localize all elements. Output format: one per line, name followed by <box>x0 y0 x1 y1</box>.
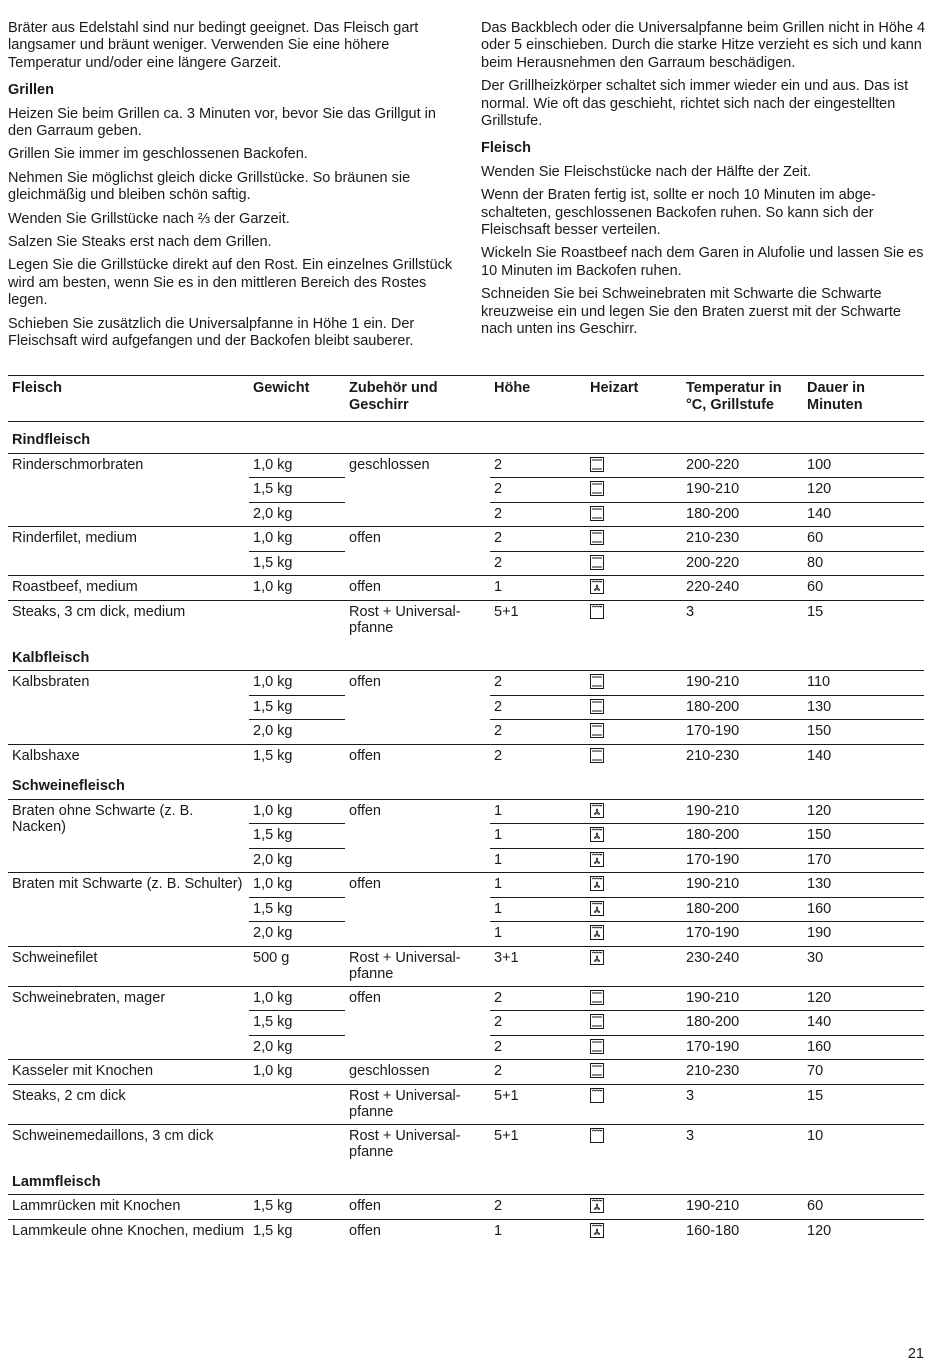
shelf-height-cell: 1 <box>490 576 586 601</box>
top-bottom-heat-icon <box>590 1014 604 1029</box>
top-bottom-heat-icon <box>590 699 604 714</box>
temperature-cell: 190-210 <box>682 799 803 824</box>
shelf-height-cell: 3+1 <box>490 946 586 986</box>
shelf-height-cell: 2 <box>490 1035 586 1060</box>
accessory-cell: offen <box>345 1219 490 1243</box>
temperature-cell: 200-220 <box>682 453 803 478</box>
meat-name-cell: Rinderfilet, medium <box>8 527 249 576</box>
accessory-cell: offen <box>345 576 490 601</box>
shelf-height-cell: 2 <box>490 527 586 552</box>
duration-cell: 110 <box>803 671 924 696</box>
table-row <box>8 1084 924 1124</box>
duration-cell: 140 <box>803 744 924 768</box>
weight-cell: 1,5 kg <box>249 1011 345 1036</box>
weight-cell <box>249 600 345 640</box>
table-row <box>8 453 924 478</box>
accessory-cell: offen <box>345 671 490 745</box>
temperature-cell: 3 <box>682 1084 803 1124</box>
meat-name-cell: Schweinebraten, mager <box>8 986 249 1060</box>
temperature-cell: 3 <box>682 1124 803 1164</box>
temperature-cell: 3 <box>682 600 803 640</box>
heating-mode-cell <box>586 1195 682 1220</box>
accessory-cell: offen <box>345 799 490 873</box>
temperature-cell: 220-240 <box>682 576 803 601</box>
duration-cell: 80 <box>803 551 924 576</box>
duration-cell: 15 <box>803 600 924 640</box>
duration-cell: 60 <box>803 576 924 601</box>
grill-tip: Wenden Sie Grillstücke nach ⅔ der Garzeit. <box>8 210 290 227</box>
meat-cooking-table <box>8 375 924 1243</box>
top-bottom-heat-icon <box>590 748 604 763</box>
temperature-cell: 170-190 <box>682 922 803 947</box>
heating-mode-cell <box>586 848 682 873</box>
meat-name-cell: Steaks, 3 cm dick, medium <box>8 600 249 640</box>
col-header-dauer: Dauer in Minuten <box>803 376 924 422</box>
circulated-air-grill-icon <box>590 579 604 594</box>
heating-mode-cell <box>586 671 682 696</box>
weight-cell: 1,0 kg <box>249 671 345 696</box>
heating-mode-cell <box>586 1084 682 1124</box>
top-bottom-heat-icon <box>590 723 604 738</box>
meat-name-cell: Roastbeef, medium <box>8 576 249 601</box>
weight-cell: 1,5 kg <box>249 824 345 849</box>
shelf-height-cell: 1 <box>490 897 586 922</box>
temperature-cell: 170-190 <box>682 1035 803 1060</box>
duration-cell: 150 <box>803 720 924 745</box>
accessory-cell: Rost + Universalpfanne <box>345 946 490 986</box>
top-bottom-heat-icon <box>590 481 604 496</box>
meat-name-cell: Schweinefilet <box>8 946 249 986</box>
circulated-air-grill-icon <box>590 901 604 916</box>
shelf-height-cell: 2 <box>490 551 586 576</box>
heating-mode-cell <box>586 922 682 947</box>
heating-mode-cell <box>586 986 682 1011</box>
table-section-row <box>8 640 924 671</box>
heating-mode-cell <box>586 478 682 503</box>
heating-mode-cell <box>586 1219 682 1243</box>
accessory-cell: offen <box>345 744 490 768</box>
temperature-cell: 210-230 <box>682 527 803 552</box>
heating-mode-cell <box>586 824 682 849</box>
grill-tip: Nehmen Sie möglichst gleich dicke Grillstücke. So bräunen sie gleichmäßig und bleiben schön saftig. <box>8 169 411 204</box>
temperature-cell: 190-210 <box>682 478 803 503</box>
grill-note: Der Grillheizkörper schaltet sich immer wieder ein und aus. Das ist normal. Wie oft das geschieht, richtet sich nach der eingestellten Grillstufe. <box>481 78 909 130</box>
top-bottom-heat-icon <box>590 530 604 545</box>
section-title: Kalbfleisch <box>12 649 90 666</box>
duration-cell: 130 <box>803 873 924 898</box>
grill-tip: Salzen Sie Steaks erst nach dem Grillen. <box>8 234 272 251</box>
meat-name-cell: Kalbsbraten <box>8 671 249 745</box>
duration-cell: 60 <box>803 1195 924 1220</box>
weight-cell: 1,0 kg <box>249 527 345 552</box>
duration-cell: 120 <box>803 1219 924 1243</box>
shelf-height-cell: 1 <box>490 824 586 849</box>
accessory-cell: offen <box>345 873 490 947</box>
circulated-air-grill-icon <box>590 827 604 842</box>
temperature-cell: 190-210 <box>682 1195 803 1220</box>
duration-cell: 120 <box>803 799 924 824</box>
heating-mode-cell <box>586 744 682 768</box>
shelf-height-cell: 5+1 <box>490 600 586 640</box>
heating-mode-cell <box>586 576 682 601</box>
duration-cell: 140 <box>803 502 924 527</box>
shelf-height-cell: 2 <box>490 453 586 478</box>
page-number: 21 <box>907 1346 924 1362</box>
heating-mode-cell <box>586 527 682 552</box>
left-text-column <box>8 20 454 357</box>
circulated-air-grill-icon <box>590 925 604 940</box>
duration-cell: 70 <box>803 1060 924 1085</box>
heating-mode-cell <box>586 897 682 922</box>
temperature-cell: 160-180 <box>682 1219 803 1243</box>
section-title: Schweinefleisch <box>12 778 125 794</box>
grill-warning: Das Backblech oder die Universalpfanne beim Grillen nicht in Höhe 4 oder 5 einschieben. Durch die starke Hitze verzieht es sich und kann beim Herausnehmen den Garraum beschädigen. <box>481 20 926 71</box>
table-row <box>8 799 924 824</box>
top-bottom-heat-icon <box>590 674 604 689</box>
duration-cell: 150 <box>803 824 924 849</box>
temperature-cell: 200-220 <box>682 551 803 576</box>
temperature-cell: 210-230 <box>682 1060 803 1085</box>
meat-name-cell: Braten mit Schwarte (z. B. Schulter) <box>8 873 249 947</box>
weight-cell <box>249 1084 345 1124</box>
accessory-cell: Rost + Universalpfanne <box>345 600 490 640</box>
temperature-cell: 190-210 <box>682 986 803 1011</box>
meat-name-cell: Braten ohne Schwarte (z. B. Nacken) <box>8 799 249 873</box>
table-header-row <box>8 376 924 422</box>
weight-cell: 2,0 kg <box>249 502 345 527</box>
weight-cell: 2,0 kg <box>249 1035 345 1060</box>
heating-mode-cell <box>586 1124 682 1164</box>
accessory-cell: offen <box>345 1195 490 1220</box>
accessory-cell: Rost + Universalpfanne <box>345 1084 490 1124</box>
meat-tip: Wickeln Sie Roastbeef nach dem Garen in Alufolie und lassen Sie es 10 Minuten im Backofen ruhen. <box>481 245 924 279</box>
col-header-temperatur: Temperatur in °C, Grillstufe <box>682 376 803 422</box>
duration-cell: 170 <box>803 848 924 873</box>
weight-cell: 1,5 kg <box>249 478 345 503</box>
weight-cell: 1,0 kg <box>249 576 345 601</box>
accessory-cell: geschlossen <box>345 453 490 527</box>
meat-tip: Wenden Sie Fleischstücke nach der Hälfte der Zeit. <box>481 163 812 180</box>
top-bottom-heat-icon <box>590 506 604 521</box>
temperature-cell: 190-210 <box>682 671 803 696</box>
meat-name-cell: Lammkeule ohne Knochen, medium <box>8 1219 249 1243</box>
meat-name-cell: Steaks, 2 cm dick <box>8 1084 249 1124</box>
weight-cell: 2,0 kg <box>249 848 345 873</box>
table-row <box>8 576 924 601</box>
table-section-row <box>8 768 924 799</box>
table-row <box>8 1124 924 1164</box>
temperature-cell: 170-190 <box>682 720 803 745</box>
duration-cell: 160 <box>803 897 924 922</box>
section-title: Rindfleisch <box>12 432 91 448</box>
weight-cell: 2,0 kg <box>249 720 345 745</box>
shelf-height-cell: 2 <box>490 1060 586 1085</box>
heating-mode-cell <box>586 873 682 898</box>
temperature-cell: 180-200 <box>682 502 803 527</box>
shelf-height-cell: 1 <box>490 922 586 947</box>
shelf-height-cell: 2 <box>490 986 586 1011</box>
duration-cell: 15 <box>803 1084 924 1124</box>
shelf-height-cell: 1 <box>490 873 586 898</box>
heating-mode-cell <box>586 1011 682 1036</box>
duration-cell: 30 <box>803 946 924 986</box>
grill-tip: Schieben Sie zusätzlich die Universalpfanne in Höhe 1 ein. Der Fleischsaft wird aufgefangen und der Backofen bleibt sauberer. <box>8 315 415 350</box>
section-title: Lammfleisch <box>12 1173 101 1190</box>
heating-mode-cell <box>586 600 682 640</box>
weight-cell <box>249 1124 345 1164</box>
meat-name-cell: Schweinemedaillons, 3 cm dick <box>8 1124 249 1164</box>
weight-cell: 1,0 kg <box>249 986 345 1011</box>
table-row <box>8 671 924 696</box>
top-bottom-heat-icon <box>590 555 604 570</box>
grill-icon <box>590 604 604 619</box>
shelf-height-cell: 2 <box>490 1195 586 1220</box>
heating-mode-cell <box>586 799 682 824</box>
shelf-height-cell: 2 <box>490 671 586 696</box>
accessory-cell: geschlossen <box>345 1060 490 1085</box>
weight-cell: 1,5 kg <box>249 744 345 768</box>
shelf-height-cell: 2 <box>490 695 586 720</box>
weight-cell: 1,5 kg <box>249 897 345 922</box>
intro-paragraph: Bräter aus Edelstahl sind nur bedingt geeignet. Das Fleisch gart langsamer und bräunt weniger. Verwenden Sie eine höhere Temperatur und/oder eine längere Garzeit. <box>8 20 419 71</box>
grill-tip: Legen Sie die Grillstücke direkt auf den Rost. Ein einzelnes Grillstück wird am besten, wenn Sie es in den mittleren Bereich des Rostes legen. <box>8 257 453 309</box>
meat-name-cell: Lammrücken mit Knochen <box>8 1195 249 1220</box>
top-bottom-heat-icon <box>590 1063 604 1078</box>
col-header-fleisch: Fleisch <box>8 376 249 422</box>
table-row <box>8 873 924 898</box>
weight-cell: 1,5 kg <box>249 695 345 720</box>
heating-mode-cell <box>586 551 682 576</box>
shelf-height-cell: 2 <box>490 502 586 527</box>
table-row <box>8 600 924 640</box>
shelf-height-cell: 2 <box>490 1011 586 1036</box>
heating-mode-cell <box>586 946 682 986</box>
table-section-row <box>8 422 924 454</box>
table-body <box>8 422 924 1244</box>
shelf-height-cell: 2 <box>490 478 586 503</box>
shelf-height-cell: 5+1 <box>490 1124 586 1164</box>
shelf-height-cell: 5+1 <box>490 1084 586 1124</box>
heating-mode-cell <box>586 720 682 745</box>
heating-mode-cell <box>586 502 682 527</box>
top-bottom-heat-icon <box>590 1039 604 1054</box>
temperature-cell: 210-230 <box>682 744 803 768</box>
meat-name-cell: Kalbshaxe <box>8 744 249 768</box>
duration-cell: 120 <box>803 478 924 503</box>
heating-mode-cell <box>586 453 682 478</box>
duration-cell: 60 <box>803 527 924 552</box>
shelf-height-cell: 1 <box>490 799 586 824</box>
weight-cell: 2,0 kg <box>249 922 345 947</box>
weight-cell: 500 g <box>249 946 345 986</box>
section-heading-fleisch: Fleisch <box>481 140 531 157</box>
col-header-gewicht: Gewicht <box>249 376 345 422</box>
table-row <box>8 744 924 768</box>
circulated-air-grill-icon <box>590 876 604 891</box>
table-row <box>8 1060 924 1085</box>
weight-cell: 1,5 kg <box>249 1195 345 1220</box>
table-row <box>8 946 924 986</box>
shelf-height-cell: 2 <box>490 744 586 768</box>
circulated-air-grill-icon <box>590 852 604 867</box>
temperature-cell: 230-240 <box>682 946 803 986</box>
accessory-cell: offen <box>345 527 490 576</box>
heating-mode-cell <box>586 1035 682 1060</box>
temperature-cell: 170-190 <box>682 848 803 873</box>
table-row <box>8 986 924 1011</box>
duration-cell: 100 <box>803 453 924 478</box>
duration-cell: 120 <box>803 986 924 1011</box>
shelf-height-cell: 1 <box>490 1219 586 1243</box>
heating-mode-cell <box>586 695 682 720</box>
shelf-height-cell: 1 <box>490 848 586 873</box>
meat-name-cell: Kasseler mit Knochen <box>8 1060 249 1085</box>
temperature-cell: 180-200 <box>682 1011 803 1036</box>
circulated-air-grill-icon <box>590 950 604 965</box>
table-section-row <box>8 1164 924 1195</box>
duration-cell: 190 <box>803 922 924 947</box>
meat-name-cell: Rinderschmorbraten <box>8 453 249 527</box>
accessory-cell: Rost + Universalpfanne <box>345 1124 490 1164</box>
weight-cell: 1,0 kg <box>249 799 345 824</box>
weight-cell: 1,0 kg <box>249 1060 345 1085</box>
circulated-air-grill-icon <box>590 803 604 818</box>
table-row <box>8 1195 924 1220</box>
col-header-hoehe: Höhe <box>490 376 586 422</box>
duration-cell: 10 <box>803 1124 924 1164</box>
col-header-heizart: Heizart <box>586 376 682 422</box>
top-bottom-heat-icon <box>590 457 604 472</box>
heating-mode-cell <box>586 1060 682 1085</box>
table-row <box>8 527 924 552</box>
temperature-cell: 180-200 <box>682 824 803 849</box>
meat-tip: Wenn der Braten fertig ist, sollte er noch 10 Minuten im abgeschalteten, geschlossenen Backofen ruhen. So kann sich der Fleischsaft besser verteilen. <box>481 187 876 239</box>
grill-icon <box>590 1088 604 1103</box>
top-bottom-heat-icon <box>590 990 604 1005</box>
weight-cell: 1,0 kg <box>249 873 345 898</box>
col-header-zubehoer: Zubehör und Geschirr <box>345 376 490 422</box>
right-text-column <box>481 20 927 345</box>
weight-cell: 1,5 kg <box>249 1219 345 1243</box>
temperature-cell: 190-210 <box>682 873 803 898</box>
duration-cell: 160 <box>803 1035 924 1060</box>
temperature-cell: 180-200 <box>682 695 803 720</box>
grill-icon <box>590 1128 604 1143</box>
circulated-air-grill-icon <box>590 1198 604 1213</box>
table-row <box>8 1219 924 1243</box>
grill-tip: Grillen Sie immer im geschlossenen Backofen. <box>8 146 308 163</box>
accessory-cell: offen <box>345 986 490 1060</box>
weight-cell: 1,0 kg <box>249 453 345 478</box>
temperature-cell: 180-200 <box>682 897 803 922</box>
duration-cell: 140 <box>803 1011 924 1036</box>
grill-tip: Heizen Sie beim Grillen ca. 3 Minuten vor, bevor Sie das Grillgut in den Garraum geben. <box>8 105 436 140</box>
shelf-height-cell: 2 <box>490 720 586 745</box>
duration-cell: 130 <box>803 695 924 720</box>
section-heading-grillen: Grillen <box>8 82 54 99</box>
circulated-air-grill-icon <box>590 1223 604 1238</box>
weight-cell: 1,5 kg <box>249 551 345 576</box>
meat-tip: Schneiden Sie bei Schweinebraten mit Schwarte die Schwarte kreuzweise ein und legen Sie den Braten zuerst mit der Schwarte nach unten ins Geschirr. <box>481 286 901 338</box>
